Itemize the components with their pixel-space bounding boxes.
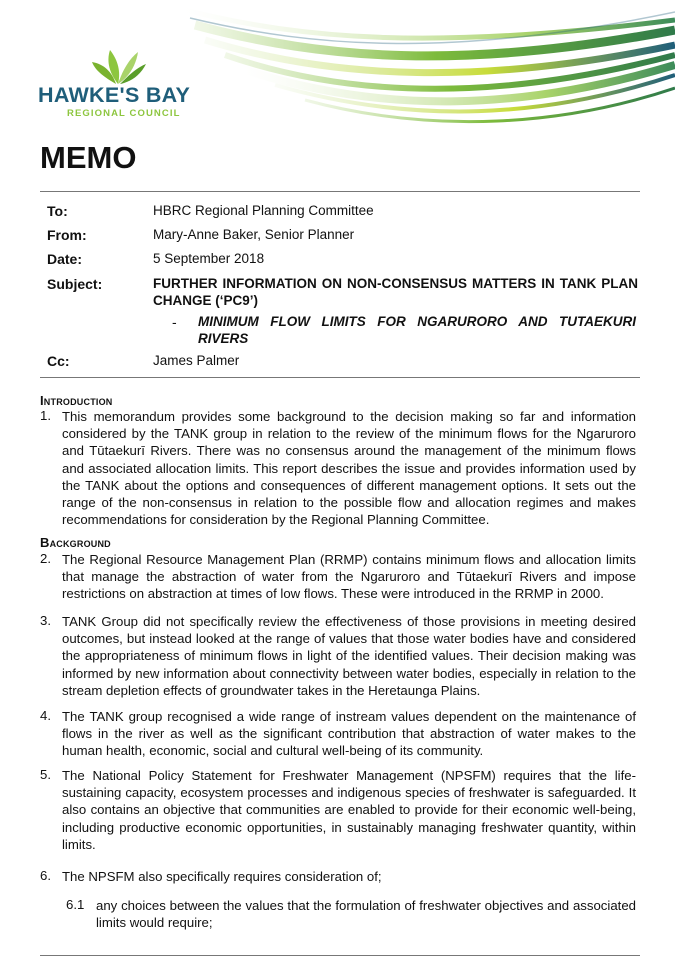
from-value: Mary-Anne Baker, Senior Planner: [153, 227, 355, 242]
divider-top: [40, 191, 640, 192]
divider-footer: [40, 955, 640, 956]
paragraph-6: The NPSFM also specifically requires consideration of;: [62, 869, 382, 884]
paragraph-3: TANK Group did not specifically review the effectiveness of those provisions in meeting desired outcomes, but instead looked at the range of values that those water bodies have and considered the appropriateness of minimum flows in light of the identified values. Their decision making was informed by new information about connectivity between water bodies, especially in relation to the stream depletion effects of groundwater takes in the Heretaunga Plains.: [62, 614, 636, 698]
logo-leaf-icon: [88, 48, 148, 86]
logo-name: HAWKE'S BAY: [38, 83, 191, 107]
from-label: From:: [47, 227, 87, 243]
paragraph-number: 6.: [40, 868, 51, 883]
subject-subheading: MINIMUM FLOW LIMITS FOR NGARURORO AND TUTAEKURI RIVERS: [198, 314, 636, 346]
paragraph-number: 2.: [40, 551, 51, 566]
paragraph-number: 1.: [40, 408, 51, 423]
paragraph-number: 5.: [40, 767, 51, 782]
paragraph-2: The Regional Resource Management Plan (RRMP) contains minimum flows and allocation limits that manage the abstraction of water from the Ngaruroro and Tūtaekurī Rivers and impose restrictions on abstraction at times of low flows. These were introduced in the RRMP in 2000.: [62, 552, 636, 602]
page-title: MEMO: [40, 140, 137, 175]
section-heading-text: Background: [40, 535, 111, 550]
subparagraph-6-1: any choices between the values that the formulation of freshwater objectives and associated limits would require;: [96, 898, 636, 931]
paragraph-number: 4.: [40, 708, 51, 723]
paragraph-5: The National Policy Statement for Freshwater Management (NPSFM) requires that the life-sustaining capacity, ecosystem processes and indigenous species of freshwater is safeguarded. It also contains an objective that communities are enabled to provide for their economic well-being, including productive economic opportunities, in sustainably managing freshwater quantity, within limits.: [62, 768, 636, 852]
subject-dash: -: [172, 314, 177, 330]
to-label: To:: [47, 203, 68, 219]
date-value: 5 September 2018: [153, 251, 265, 266]
header-swoosh-graphic: [185, 0, 675, 140]
subject-label: Subject:: [47, 276, 103, 292]
logo-subtitle: REGIONAL COUNCIL: [67, 108, 181, 119]
subparagraph-number: 6.1: [66, 897, 85, 912]
paragraph-number: 3.: [40, 613, 51, 628]
section-heading-background: [40, 535, 111, 550]
subject-value: FURTHER INFORMATION ON NON-CONSENSUS MATTERS IN TANK PLAN CHANGE (‘PC9’): [153, 276, 638, 308]
divider-header: [40, 377, 640, 378]
date-label: Date:: [47, 251, 83, 267]
hbrc-logo: [38, 48, 213, 126]
letterhead: [0, 0, 675, 140]
paragraph-1: This memorandum provides some background to the decision making so far and information considered by the TANK group in relation to the review of the minimum flows for the Ngaruroro and Tūtaekurī Rivers. There was no consensus around the management of the minimum flows and associated allocation limits. This report describes the issue and provides information used by the TANK about the options and consequences of different management options. It sets out the range of the non-consensus in relation to the possible flow and allocation regimes and makes recommendations for consideration by the Regional Planning Committee.: [62, 409, 636, 528]
section-heading-text: Introduction: [40, 393, 113, 408]
cc-value: James Palmer: [153, 353, 240, 368]
paragraph-4: The TANK group recognised a wide range of instream values dependent on the maintenance of flows in the river as well as the significant contribution that abstraction of water makes to the human health, economic, social and cultural well-being of its community.: [62, 709, 636, 759]
section-heading-introduction: [40, 393, 113, 408]
cc-label: Cc:: [47, 353, 70, 369]
to-value: HBRC Regional Planning Committee: [153, 203, 374, 218]
